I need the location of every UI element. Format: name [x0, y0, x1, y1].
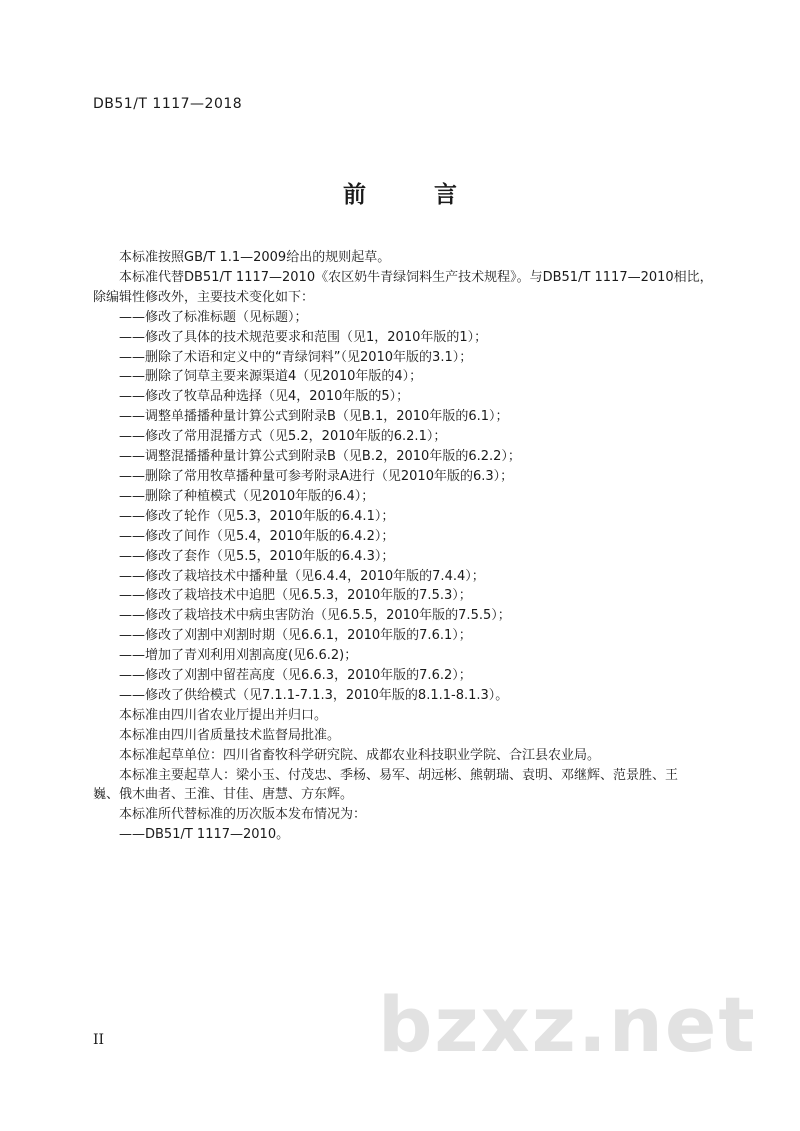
list-item: ——删除了饲草主要来源渠道4（见2010年版的4）；	[119, 369, 423, 385]
list-item: ——修改了栽培技术中播种量（见6.4.4，2010年版的7.4.4）；	[119, 568, 485, 584]
paragraph: 本标准所代替标准的历次版本发布情况为：	[119, 807, 367, 823]
list-item: ——增加了青刈利用刈割高度(见6.6.2)；	[119, 648, 358, 664]
paragraph: 本标准由四川省农业厅提出并归口。	[119, 707, 328, 723]
foreword-body	[93, 248, 739, 845]
document-code: DB51/T 1117—2018	[93, 96, 243, 112]
paragraph: 本标准按照GB/T 1.1—2009给出的规则起草。	[119, 250, 391, 265]
watermark: bzxz.net	[378, 980, 757, 1069]
list-item: ——删除了常用牧草播种量可参考附录A进行（见2010年版的6.3）；	[119, 468, 514, 484]
list-item: ——删除了术语和定义中的“青绿饲料”（见2010年版的3.1）；	[119, 349, 473, 365]
paragraph: 本标准代替DB51/T 1117—2010《农区奶牛青绿饲料生产技术规程》。与DB51/T 1117—2010相比，	[119, 269, 713, 285]
list-item: ——修改了供给模式（见7.1.1-7.1.3，2010年版的8.1.1-8.1.3）。	[119, 687, 509, 703]
list-item: ——修改了具体的技术规范要求和范围（见1，2010年版的1）；	[119, 329, 488, 345]
list-item: ——修改了套作（见5.5，2010年版的6.4.3）；	[119, 548, 395, 564]
list-item: ——修改了牧草品种选择（见4，2010年版的5）；	[119, 389, 410, 405]
list-item: ——修改了刈割中留茬高度（见6.6.3，2010年版的7.6.2）；	[119, 668, 472, 684]
paragraph: 巍、俄木曲者、王淮、甘佳、唐慧、方东辉。	[93, 787, 354, 803]
list-item: ——修改了栽培技术中病虫害防治（见6.5.5，2010年版的7.5.5）；	[119, 608, 511, 624]
list-item: ——调整混播播种量计算公式到附录B（见B.2，2010年版的6.2.2）；	[119, 449, 521, 465]
list-item: ——修改了常用混播方式（见5.2，2010年版的6.2.1）；	[119, 429, 447, 445]
list-item: ——调整单播播种量计算公式到附录B（见B.1，2010年版的6.1）；	[119, 409, 509, 425]
list-item: ——修改了刈割中刈割时期（见6.6.1，2010年版的7.6.1）；	[119, 628, 472, 644]
list-item: ——DB51/T 1117—2010。	[119, 827, 290, 843]
list-item: ——修改了栽培技术中追肥（见6.5.3，2010年版的7.5.3）；	[119, 588, 472, 604]
paragraph: 本标准起草单位：四川省畜牧科学研究院、成都农业科技职业学院、合江县农业局。	[119, 747, 601, 763]
list-item: ——修改了间作（见5.4，2010年版的6.4.2）；	[119, 528, 395, 544]
paragraph: 本标准主要起草人：梁小玉、付茂忠、季杨、易军、胡远彬、熊朝瑞、袁明、邓继辉、范景胜、王	[119, 767, 679, 783]
paragraph: 本标准由四川省质量技术监督局批准。	[119, 727, 341, 743]
page-title: 前 言	[342, 182, 487, 208]
list-item: ——修改了标准标题（见标题）；	[119, 309, 308, 325]
page-number: II	[93, 1032, 105, 1048]
paragraph: 除编辑性修改外，主要技术变化如下：	[93, 289, 315, 305]
list-item: ——删除了种植模式（见2010年版的6.4）；	[119, 488, 375, 504]
list-item: ——修改了轮作（见5.3，2010年版的6.4.1）；	[119, 508, 395, 524]
